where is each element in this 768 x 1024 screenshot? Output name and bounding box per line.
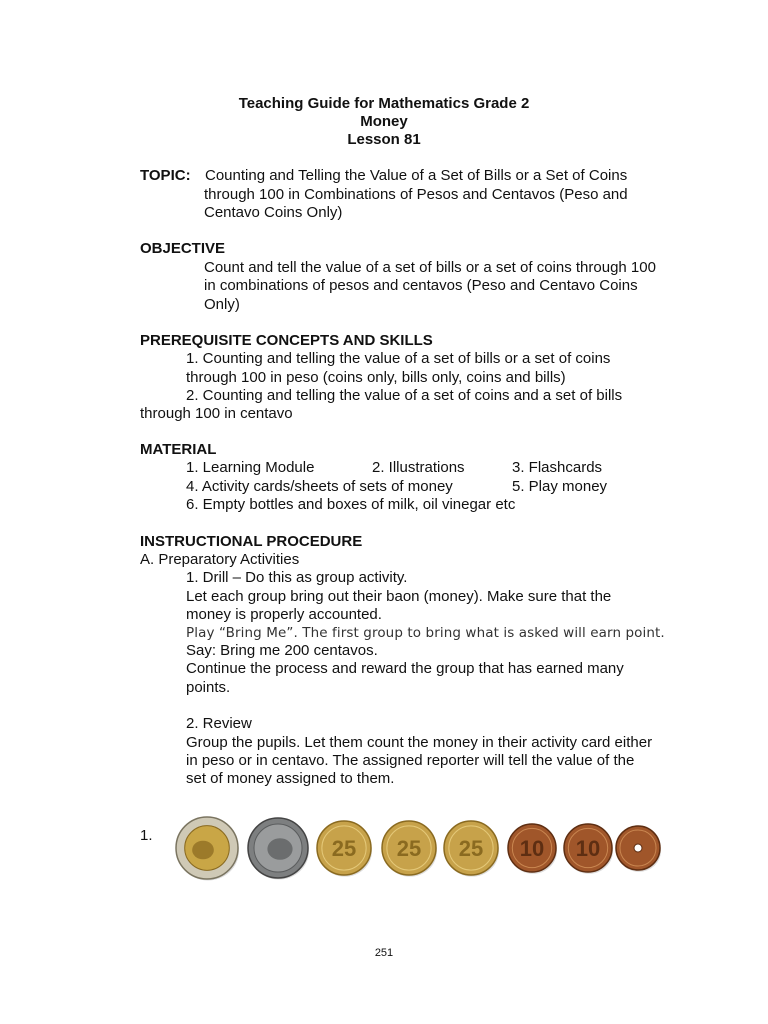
drill-line: Continue the process and reward the group that has earned many xyxy=(186,660,624,677)
coin-10-centavo-coin xyxy=(564,824,613,874)
document-subject: Money xyxy=(360,113,408,130)
prerequisite-item: 1. Counting and telling the value of a set of bills or a set of coins xyxy=(186,350,611,367)
drill-line: Let each group bring out their baon (money). Make sure that the xyxy=(186,588,612,605)
coin-5-centavo-coin xyxy=(616,826,661,872)
coin-10-peso-bimetal-coin xyxy=(176,817,239,880)
document-title: Teaching Guide for Mathematics Grade 2 xyxy=(238,95,530,112)
objective-heading: OBJECTIVE xyxy=(140,240,226,257)
objective-text-line: Only) xyxy=(204,296,240,313)
coin-set-illustration xyxy=(140,815,680,885)
coin-25-centavo-coin xyxy=(444,821,499,877)
objective-text-line: in combinations of pesos and centavos (Peso and Centavo Coins xyxy=(204,277,638,294)
prerequisite-item: through 100 in centavo xyxy=(140,405,293,422)
material-heading: MATERIAL xyxy=(140,441,217,458)
review-line: set of money assigned to them. xyxy=(186,770,395,787)
coin-10-centavo-coin xyxy=(508,824,557,874)
drill-line: Say: Bring me 200 centavos. xyxy=(186,642,378,659)
procedure-heading: INSTRUCTIONAL PROCEDURE xyxy=(140,533,363,550)
prerequisite-item: through 100 in peso (coins only, bills only, coins and bills) xyxy=(186,369,566,386)
material-item: 4. Activity cards/sheets of sets of money xyxy=(186,478,453,495)
drill-line: points. xyxy=(186,679,231,696)
drill-line: Play “Bring Me”. The first group to bring what is asked will earn point. xyxy=(186,625,665,641)
coin-25-centavo-coin xyxy=(382,821,437,877)
exercise-number: 1. xyxy=(140,827,153,844)
review-line: in peso or in centavo. The assigned reporter will tell the value of the xyxy=(186,752,635,769)
svg-text:25: 25 xyxy=(331,836,357,861)
svg-text:10: 10 xyxy=(519,836,545,861)
material-item: 5. Play money xyxy=(512,478,608,495)
drill-line: 1. Drill – Do this as group activity. xyxy=(186,569,408,586)
prerequisite-heading: PREREQUISITE CONCEPTS AND SKILLS xyxy=(140,332,433,349)
topic-text-line: Counting and Telling the Value of a Set of Bills or a Set of Coins xyxy=(205,167,628,184)
topic-label: TOPIC: xyxy=(140,167,191,184)
svg-text:25: 25 xyxy=(458,836,484,861)
material-item: 3. Flashcards xyxy=(512,459,603,476)
objective-text-line: Count and tell the value of a set of bills or a set of coins through 100 xyxy=(204,259,656,276)
page-number: 251 xyxy=(374,947,394,959)
svg-text:10: 10 xyxy=(575,836,601,861)
review-line: Group the pupils. Let them count the money in their activity card either xyxy=(186,734,653,751)
lesson-number: Lesson 81 xyxy=(347,131,421,148)
prerequisite-item: 2. Counting and telling the value of a set of coins and a set of bills xyxy=(186,387,623,404)
coin-1-peso-coin xyxy=(248,818,309,880)
svg-text:25: 25 xyxy=(396,836,422,861)
coin-25-centavo-coin xyxy=(317,821,372,877)
material-item: 1. Learning Module xyxy=(186,459,315,476)
topic-text-line: Centavo Coins Only) xyxy=(204,204,343,221)
topic-text-line: through 100 in Combinations of Pesos and Centavos (Peso and xyxy=(204,186,628,203)
section-a-heading: A. Preparatory Activities xyxy=(140,551,300,568)
material-item: 6. Empty bottles and boxes of milk, oil vinegar etc xyxy=(186,496,516,513)
review-line: 2. Review xyxy=(186,715,252,732)
material-item: 2. Illustrations xyxy=(372,459,465,476)
drill-line: money is properly accounted. xyxy=(186,606,382,623)
